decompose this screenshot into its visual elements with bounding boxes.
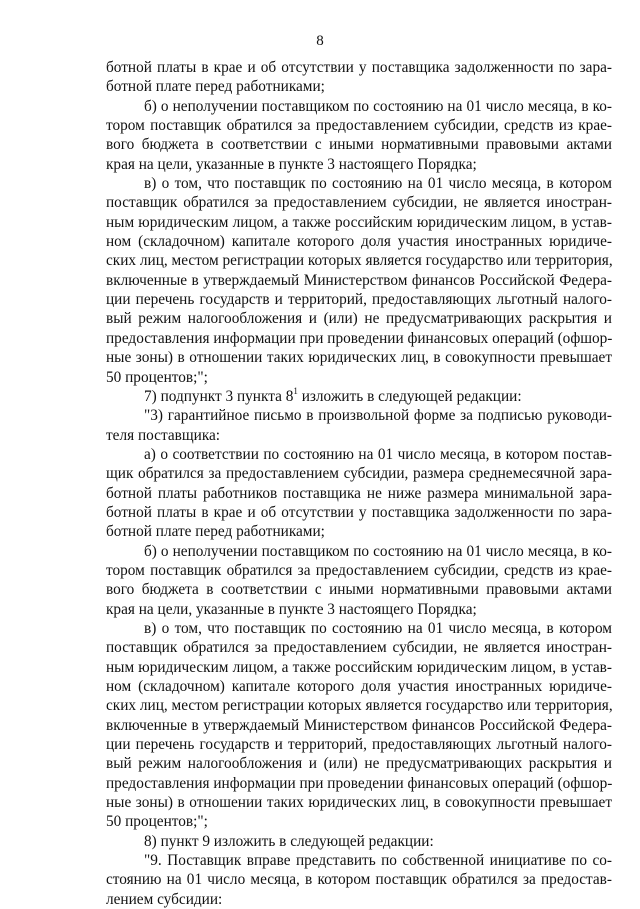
superscript: 1 bbox=[293, 385, 298, 396]
text-line-content: в) о том, что поставщик по состоянию на 01 число месяца, в котором bbox=[144, 619, 612, 637]
text-line-content: края на цели, указанные в пункте 3 настоящего Порядка; bbox=[106, 155, 477, 173]
text-line-content: ботной плате перед работниками; bbox=[106, 523, 325, 541]
text-line bbox=[106, 464, 612, 483]
text-line bbox=[106, 696, 612, 715]
text-line-content: края на цели, указанные в пункте 3 настоящего Порядка; bbox=[106, 600, 477, 618]
text-line-content: б) о неполучении поставщиком по состоянию на 01 число месяца, в ко- bbox=[144, 542, 612, 560]
text-line bbox=[106, 870, 612, 889]
text-line bbox=[106, 58, 612, 77]
text-line bbox=[106, 174, 612, 193]
text-line-content: а) о соответствии по состоянию на 01 число месяца, в котором постав- bbox=[144, 445, 612, 463]
text-line-content: вый режим налогообложения и (или) не предусматривающих раскрытия и bbox=[106, 310, 612, 328]
text-line-content: поставщик обратился за предоставлением субсидии, не является иностран- bbox=[106, 194, 612, 212]
text-line bbox=[106, 561, 612, 580]
text-line-content: ным юридическим лицом, а также российским юридическим лицом, в устав- bbox=[106, 658, 612, 676]
text-line bbox=[106, 251, 612, 270]
text-line-content: щик обратился за предоставлением субсидии, размера среднемесячной зара- bbox=[106, 465, 612, 483]
text-line bbox=[106, 348, 612, 367]
text-line bbox=[106, 309, 612, 328]
text-line-content: вого бюджета в соответствии с иными нормативными правовыми актами bbox=[106, 136, 612, 154]
text-line bbox=[106, 890, 612, 909]
text-line-content: ботной плате перед работниками; bbox=[106, 78, 325, 96]
text-line-content: 8) пункт 9 изложить в следующей редакции: bbox=[144, 832, 434, 850]
text-line-content: ном (складочном) капитале которого доля участия иностранных юридиче- bbox=[106, 233, 612, 251]
text-line bbox=[106, 716, 612, 735]
text-line-content: включенные в утверждаемый Министерством финансов Российской Федера- bbox=[106, 716, 612, 734]
text-line bbox=[106, 812, 612, 831]
text-line bbox=[106, 658, 612, 677]
text-line-content: теля поставщика: bbox=[106, 426, 221, 444]
text-line bbox=[106, 484, 612, 503]
text-line bbox=[106, 851, 612, 870]
text-line bbox=[106, 832, 612, 851]
text-line bbox=[106, 213, 612, 232]
text-line bbox=[106, 638, 612, 657]
text-line bbox=[106, 368, 612, 387]
document-body bbox=[106, 58, 612, 909]
text-line bbox=[106, 135, 612, 154]
text-line-content: ских лиц, местом регистрации которых является государство или территория, bbox=[106, 252, 613, 270]
text-line bbox=[106, 677, 612, 696]
text-line bbox=[106, 793, 612, 812]
text-line bbox=[106, 774, 612, 793]
text-line bbox=[106, 116, 612, 135]
text-line-content: 7) подпункт 3 пункта 8 bbox=[144, 387, 294, 405]
text-line-content: лением субсидии: bbox=[106, 890, 223, 908]
text-line-content: в) о том, что поставщик по состоянию на 01 число месяца, в котором bbox=[144, 175, 612, 193]
text-line-content: вого бюджета в соответствии с иными нормативными правовыми актами bbox=[106, 581, 612, 599]
text-line-content: ских лиц, местом регистрации которых является государство или территория, bbox=[106, 697, 613, 715]
text-line-content: 50 процентов;"; bbox=[106, 813, 208, 831]
text-line bbox=[106, 754, 612, 773]
text-line bbox=[106, 329, 612, 348]
text-line-content: включенные в утверждаемый Министерством финансов Российской Федера- bbox=[106, 271, 612, 289]
text-line bbox=[106, 155, 612, 174]
text-line-content: б) о неполучении поставщиком по состоянию на 01 число месяца, в ко- bbox=[144, 97, 612, 115]
page-number: 8 bbox=[316, 33, 324, 49]
text-line bbox=[106, 232, 612, 251]
text-line-content: поставщик обратился за предоставлением субсидии, не является иностран- bbox=[106, 639, 612, 657]
text-line-content: стоянию на 01 число месяца, в котором поставщик обратился за предостав- bbox=[106, 871, 612, 889]
text-line bbox=[106, 580, 612, 599]
text-line-content: предоставления информации при проведении финансовых операций (офшор- bbox=[106, 774, 613, 792]
text-line bbox=[106, 387, 612, 406]
text-line bbox=[106, 445, 612, 464]
text-line-content: ным юридическим лицом, а также российским юридическим лицом, в устав- bbox=[106, 213, 612, 231]
text-line bbox=[106, 503, 612, 522]
text-line bbox=[106, 542, 612, 561]
text-line-content: ботной платы в крае и об отсутствии у поставщика задолженности по зара- bbox=[106, 503, 612, 521]
text-line-content: предоставления информации при проведении финансовых операций (офшор- bbox=[106, 329, 613, 347]
text-line-content: ции перечень государств и территорий, предоставляющих льготный налого- bbox=[106, 736, 612, 754]
text-line-content: ботной платы в крае и об отсутствии у поставщика задолженности по зара- bbox=[106, 59, 612, 76]
text-line-content: "3) гарантийное письмо в произвольной форме за подписью руководи- bbox=[144, 407, 612, 425]
text-line bbox=[106, 290, 612, 309]
text-line-content: ном (складочном) капитале которого доля участия иностранных юридиче- bbox=[106, 678, 612, 695]
text-line-content: ные зоны) в отношении таких юридических лиц, в совокупности превышает bbox=[106, 794, 612, 812]
text-line bbox=[106, 522, 612, 541]
text-line-content: 50 процентов;"; bbox=[106, 368, 208, 386]
text-line-content: вый режим налогообложения и (или) не предусматривающих раскрытия и bbox=[106, 755, 612, 773]
text-line-continuation: изложить в следующей редакции: bbox=[297, 387, 522, 405]
text-line-content: тором поставщик обратился за предоставлением субсидии, средств из крае- bbox=[106, 117, 612, 135]
text-line bbox=[106, 77, 612, 96]
text-line-content: тором поставщик обратился за предоставлением субсидии, средств из крае- bbox=[106, 561, 612, 579]
text-line bbox=[106, 406, 612, 425]
text-line-content: ные зоны) в отношении таких юридических лиц, в совокупности превышает bbox=[106, 349, 612, 367]
text-line bbox=[106, 735, 612, 754]
text-line-content: ции перечень государств и территорий, предоставляющих льготный налого- bbox=[106, 291, 612, 309]
text-line bbox=[106, 600, 612, 619]
text-line bbox=[106, 271, 612, 290]
text-line bbox=[106, 97, 612, 116]
text-line-content: ботной платы работников поставщика не ниже размера минимальной зара- bbox=[106, 484, 612, 502]
text-line bbox=[106, 619, 612, 638]
text-line bbox=[106, 426, 612, 445]
text-line bbox=[106, 193, 612, 212]
text-line-content: "9. Поставщик вправе представить по собственной инициативе по со- bbox=[144, 852, 612, 870]
